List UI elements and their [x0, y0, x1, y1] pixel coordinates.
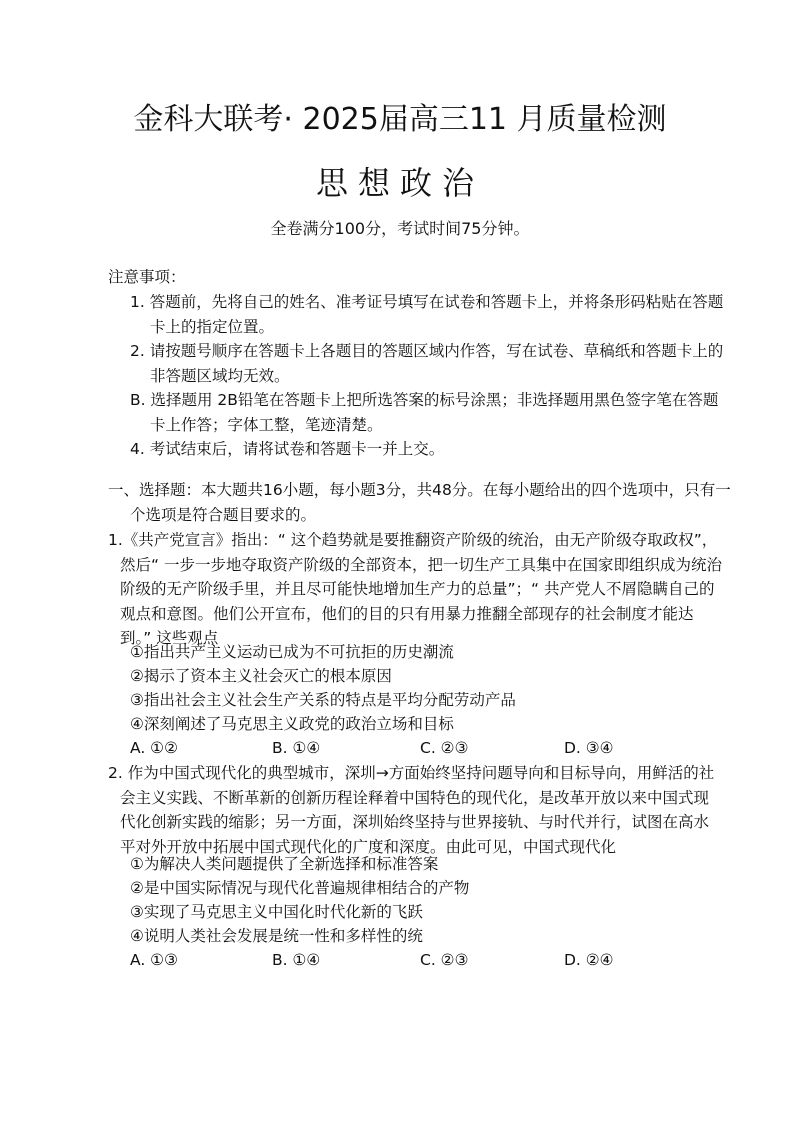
section-instructions: 一、选择题：本大题共16小题，每小题3分，共48分。在每小题给出的四个选项中，只有一个选项是符合题目要求的。: [108, 481, 731, 524]
question-1-choice-b[interactable]: B. ①④: [272, 739, 321, 757]
question-1-stem: 1.《共产党宣言》指出：“ 这个趋势就是要推翻资产阶级的统治，由无产阶级夺取政权”，然后“ 一步一步地夺取资产阶级的全部资本，把一切生产工具集中在国家即组织成为统治阶级的无产阶级手里，并且尽可能快地增加生产力的总量”；“ 共产党人不屑隐瞒自己的观点和意图。他们公开宣布，他们的目的只有用暴力推翻全部现存的社会制度才能达到。” 这些观点: [108, 531, 722, 647]
note-item-3: B. 选择题用 2B铅笔在答题卡上把所选答案的标号涂黑；非选择题用黑色签字笔在答题卡上作答；字体工整，笔迹清楚。: [130, 391, 719, 434]
exam-info: 全卷满分100分，考试时间75分钟。: [270, 219, 530, 238]
question-2-option-3: ③实现了马克思主义中国化时代化新的飞跃: [130, 903, 423, 921]
note-item-4: 4. 考试结束后，请将试卷和答题卡一并上交。: [130, 440, 445, 458]
question-2-choice-b[interactable]: B. ①④: [272, 951, 321, 969]
question-1-option-2: ②揭示了资本主义社会灭亡的根本原因: [130, 667, 392, 685]
question-2-choice-a[interactable]: A. ①③: [130, 951, 178, 969]
question-2-option-1: ①为解决人类问题提供了全新选择和标准答案: [130, 855, 439, 873]
question-2-option-2: ②是中国实际情况与现代化普遍规律相结合的产物: [130, 879, 470, 897]
note-item-1: 1. 答题前，先将自己的姓名、准考证号填写在试卷和答题卡上，并将条形码粘贴在答题卡上的指定位置。: [130, 293, 724, 336]
question-2-option-4: ④说明人类社会发展是统一性和多样性的统: [130, 927, 423, 945]
note-item-2: 2. 请按题号顺序在答题卡上各题目的答题区域内作答，写在试卷、草稿纸和答题卡上的非答题区域均无效。: [130, 342, 724, 385]
question-2-choice-d[interactable]: D. ②④: [564, 951, 614, 969]
question-1-choices: [130, 736, 690, 760]
question-1-option-1: ①指出共产主义运动已成为不可抗拒的历史潮流: [130, 643, 454, 661]
question-2-choice-c[interactable]: C. ②③: [420, 951, 469, 969]
question-1-choice-c[interactable]: C. ②③: [420, 739, 469, 757]
question-2-choices: [130, 948, 690, 972]
question-2-stem: 2. 作为中国式现代化的典型城市，深圳→方面始终坚持问题导向和目标导向，用鲜活的社会主义实践、不断革新的创新历程诠释着中国特色的现代化，是改革开放以来中国式现代化创新实践的缩影；另一方面，深圳始终坚持与世界接轨、与时代并行，试图在高水平对外开放中拓展中国式现代化的广度和深度。由此可见，中国式现代化: [108, 764, 715, 856]
subject-title: 思想政治: [315, 164, 484, 202]
question-1-choice-d[interactable]: D. ③④: [564, 739, 614, 757]
exam-title: 金科大联考· 2025届高三11 月质量检测: [133, 102, 667, 137]
question-1-choice-a[interactable]: A. ①②: [130, 739, 178, 757]
question-1-option-3: ③指出社会主义社会生产关系的特点是平均分配劳动产品: [130, 691, 516, 709]
notes-heading: 注意事项：: [108, 268, 186, 286]
question-1-option-4: ④深刻阐述了马克思主义政党的政治立场和目标: [130, 715, 454, 733]
